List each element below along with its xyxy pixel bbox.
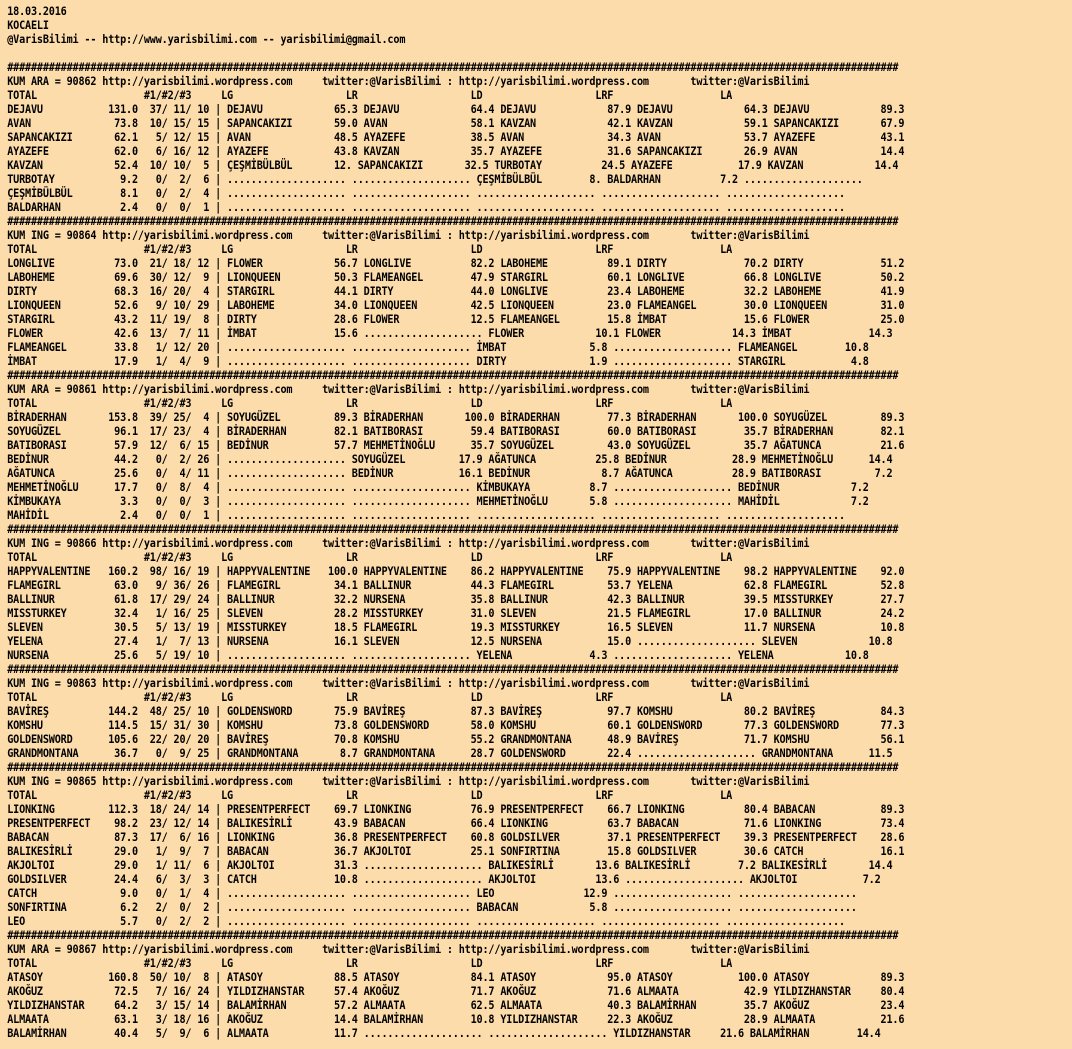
- report-line: ######################################################################################################################################################: [7, 523, 899, 536]
- report-line: [7, 47, 965, 61]
- report-line: TOTAL #1/#2/#3 LG LR LD LRF LA: [7, 397, 733, 410]
- report-line: BALLINUR 61.8 17/ 29/ 24 | BALLINUR 32.2 NURSENA 35.8 BALLINUR 42.3 BALLINUR 39.5 MISSTURKEY 27.7: [7, 593, 905, 606]
- report-line: KUM ARA = 90867 http://yarisbilimi.wordpress.com twitter:@VarisBilimi : http://yarisbilimi.wordpress.com twitter:@VarisBilimi: [7, 943, 810, 956]
- report-line: BİRADERHAN 153.8 39/ 25/ 4 | SOYUGÜZEL 89.3 BİRADERHAN 100.0 BİRADERHAN 77.3 BİRADERHAN 100.0 SOYUGÜZEL 89.3: [7, 411, 905, 424]
- report-line: KOCAELI: [7, 19, 49, 32]
- report-line: FLAMEANGEL 33.8 1/ 12/ 20 | .................... .................... İMBAT 5.8 .................... FLAMEANGEL 10.8: [7, 341, 869, 354]
- report-line: AKOĞUZ 72.5 7/ 16/ 24 | YILDIZHANSTAR 57.4 AKOĞUZ 71.7 AKOĞUZ 71.6 ALMAATA 42.9 YILDIZHANSTAR 80.4: [7, 985, 905, 998]
- report-line: ######################################################################################################################################################: [7, 61, 899, 74]
- report-line: KUM ARA = 90862 http://yarisbilimi.wordpress.com twitter:@VarisBilimi : http://yarisbilimi.wordpress.com twitter:@VarisBilimi: [7, 75, 810, 88]
- report-line: KUM ING = 90864 http://yarisbilimi.wordpress.com twitter:@VarisBilimi : http://yarisbilimi.wordpress.com twitter:@VarisBilimi: [7, 229, 810, 242]
- report-line: BALIKESİRLİ 29.0 1/ 9/ 7 | BABACAN 36.7 AKJOLTOI 25.1 SONFIRTINA 15.8 GOLDSILVER 30.6 CATCH 16.1: [7, 845, 905, 858]
- report-line: AKJOLTOI 29.0 1/ 11/ 6 | AKJOLTOI 31.3 .................... BALIKESİRLİ 13.6 BALIKESİRLİ 7.2 BALIKESİRLİ 14.4: [7, 859, 893, 872]
- report-line: AYAZEFE 62.0 6/ 16/ 12 | AYAZEFE 43.8 KAVZAN 35.7 AYAZEFE 31.6 SAPANCAKIZI 26.9 AVAN 14.4: [7, 145, 905, 158]
- report-line: KİMBUKAYA 3.3 0/ 0/ 3 | .................... .................... MEHMETİNOĞLU 5.8 .................... MAHİDİL 7.2: [7, 495, 869, 508]
- report-line: KUM ING = 90866 http://yarisbilimi.wordpress.com twitter:@VarisBilimi : http://yarisbilimi.wordpress.com twitter:@VarisBilimi: [7, 537, 810, 550]
- report-line: TOTAL #1/#2/#3 LG LR LD LRF LA: [7, 691, 733, 704]
- report-line: BALDARHAN 2.4 0/ 0/ 1 | .................... .................... .................... .................... ....................: [7, 201, 845, 214]
- report-line: FLOWER 42.6 13/ 7/ 11 | İMBAT 15.6 .................... FLOWER 10.1 FLOWER 14.3 İMBAT 14.3: [7, 327, 893, 340]
- report-line: KUM ARA = 90861 http://yarisbilimi.wordpress.com twitter:@VarisBilimi : http://yarisbilimi.wordpress.com twitter:@VarisBilimi: [7, 383, 810, 396]
- report-line: YELENA 27.4 1/ 7/ 13 | NURSENA 16.1 SLEVEN 12.5 NURSENA 15.0 .................... SLEVEN 10.8: [7, 635, 893, 648]
- report-line: GRANDMONTANA 36.7 0/ 9/ 25 | GRANDMONTANA 8.7 GRANDMONTANA 28.7 GOLDENSWORD 22.4 .................... GRANDMONTANA 11.5: [7, 747, 893, 760]
- report-line: YILDIZHANSTAR 64.2 3/ 15/ 14 | BALAMİRHAN 57.2 ALMAATA 62.5 ALMAATA 40.3 BALAMİRHAN 35.7 AKOĞUZ 23.4: [7, 999, 905, 1012]
- report-line: SLEVEN 30.5 5/ 13/ 19 | MISSTURKEY 18.5 FLAMEGIRL 19.3 MISSTURKEY 16.5 SLEVEN 11.7 NURSENA 10.8: [7, 621, 905, 634]
- report-line: ATASOY 160.8 50/ 10/ 8 | ATASOY 88.5 ATASOY 84.1 ATASOY 95.0 ATASOY 100.0 ATASOY 89.3: [7, 971, 905, 984]
- report-line: TOTAL #1/#2/#3 LG LR LD LRF LA: [7, 89, 733, 102]
- report-line: LIONQUEEN 52.6 9/ 10/ 29 | LABOHEME 34.0 LIONQUEEN 42.5 LIONQUEEN 23.0 FLAMEANGEL 30.0 LIONQUEEN 31.0: [7, 299, 905, 312]
- report-line: BATIBORASI 57.9 12/ 6/ 15 | BEDİNUR 57.7 MEHMETİNOĞLU 35.7 SOYUGÜZEL 43.0 SOYUGÜZEL 35.7 AĞATUNCA 21.6: [7, 439, 905, 452]
- report-line: KUM ING = 90865 http://yarisbilimi.wordpress.com twitter:@VarisBilimi : http://yarisbilimi.wordpress.com twitter:@VarisBilimi: [7, 775, 810, 788]
- report-line: 18.03.2016: [7, 5, 67, 18]
- report-line: SONFIRTINA 6.2 2/ 0/ 2 | .................... .................... BABACAN 5.8 .................... ....................: [7, 901, 857, 914]
- report-line: BAVİREŞ 144.2 48/ 25/ 10 | GOLDENSWORD 75.9 BAVİREŞ 87.3 BAVİREŞ 97.7 KOMSHU 80.2 BAVİREŞ 84.3: [7, 705, 905, 718]
- report-line: KOMSHU 114.5 15/ 31/ 30 | KOMSHU 73.8 GOLDENSWORD 58.0 KOMSHU 60.1 GOLDENSWORD 77.3 GOLDENSWORD 77.3: [7, 719, 905, 732]
- report-line: KUM ING = 90863 http://yarisbilimi.wordpress.com twitter:@VarisBilimi : http://yarisbilimi.wordpress.com twitter:@VarisBilimi: [7, 677, 810, 690]
- report-line: FLAMEGIRL 63.0 9/ 36/ 26 | FLAMEGIRL 34.1 BALLINUR 44.3 FLAMEGIRL 53.7 YELENA 62.8 FLAMEGIRL 52.8: [7, 579, 905, 592]
- report-line: TOTAL #1/#2/#3 LG LR LD LRF LA: [7, 957, 733, 970]
- report-line: BABACAN 87.3 17/ 6/ 16 | LIONKING 36.8 PRESENTPERFECT 60.8 GOLDSILVER 37.1 PRESENTPERFECT 39.3 PRESENTPERFECT 28.6: [7, 831, 905, 844]
- report-line: BEDİNUR 44.2 0/ 2/ 26 | .................... SOYUGÜZEL 17.9 AĞATUNCA 25.8 BEDİNUR 28.9 MEHMETİNOĞLU 14.4: [7, 453, 893, 466]
- report-line: MEHMETİNOĞLU 17.7 0/ 8/ 4 | .................... .................... KİMBUKAYA 8.7 .................... BEDİNUR 7.2: [7, 481, 869, 494]
- report-line: İMBAT 17.9 1/ 4/ 9 | .................... .................... DIRTY 1.9 .................... STARGIRL 4.8: [7, 355, 869, 368]
- report-line: TOTAL #1/#2/#3 LG LR LD LRF LA: [7, 551, 733, 564]
- report-line: ######################################################################################################################################################: [7, 369, 899, 382]
- report-line: LIONKING 112.3 18/ 24/ 14 | PRESENTPERFECT 69.7 LIONKING 76.9 PRESENTPERFECT 66.7 LIONKING 80.4 BABACAN 89.3: [7, 803, 905, 816]
- report-line: SOYUGÜZEL 96.1 17/ 23/ 4 | BİRADERHAN 82.1 BATIBORASI 59.4 BATIBORASI 60.0 BATIBORASI 35.7 BİRADERHAN 82.1: [7, 425, 905, 438]
- report-line: MISSTURKEY 32.4 1/ 16/ 25 | SLEVEN 28.2 MISSTURKEY 31.0 SLEVEN 21.5 FLAMEGIRL 17.0 BALLINUR 24.2: [7, 607, 905, 620]
- report-line: ######################################################################################################################################################: [7, 215, 899, 228]
- report-line: BALAMİRHAN 40.4 5/ 9/ 6 | ALMAATA 11.7 .................... .................... YILDIZHANSTAR 21.6 BALAMİRHAN 14.4: [7, 1027, 881, 1040]
- report-line: PRESENTPERFECT 98.2 23/ 12/ 14 | BALIKESİRLİ 43.9 BABACAN 66.4 LIONKING 63.7 BABACAN 71.6 LIONKING 73.4: [7, 817, 905, 830]
- report-line: DEJAVU 131.0 37/ 11/ 10 | DEJAVU 65.3 DEJAVU 64.4 DEJAVU 87.9 DEJAVU 64.3 DEJAVU 89.3: [7, 103, 905, 116]
- report-line: MAHİDİL 2.4 0/ 0/ 1 | .................... .................... .................... .................... ....................: [7, 509, 845, 522]
- report-line: AVAN 73.8 10/ 15/ 15 | SAPANCAKIZI 59.0 AVAN 58.1 KAVZAN 42.1 KAVZAN 59.1 SAPANCAKIZI 67.9: [7, 117, 905, 130]
- report-line: NURSENA 25.6 5/ 19/ 10 | .................... .................... YELENA 4.3 .................... YELENA 10.8: [7, 649, 869, 662]
- report-line: TOTAL #1/#2/#3 LG LR LD LRF LA: [7, 789, 733, 802]
- report-line: GOLDENSWORD 105.6 22/ 20/ 20 | BAVİREŞ 70.8 KOMSHU 55.2 GRANDMONTANA 48.9 BAVİREŞ 71.7 KOMSHU 56.1: [7, 733, 905, 746]
- report-line: @VarisBilimi -- http://www.yarisbilimi.com -- yarisbilimi@gmail.com: [7, 33, 406, 46]
- report-line: DIRTY 68.3 16/ 20/ 4 | STARGIRL 44.1 DIRTY 44.0 LONGLIVE 23.4 LABOHEME 32.2 LABOHEME 41.9: [7, 285, 905, 298]
- report-line: LABOHEME 69.6 30/ 12/ 9 | LIONQUEEN 50.3 FLAMEANGEL 47.9 STARGIRL 60.1 LONGLIVE 66.8 LONGLIVE 50.2: [7, 271, 905, 284]
- report-line: ÇEŞMİBÜLBÜL 8.1 0/ 2/ 4 | .................... .................... .................... .................... ....................: [7, 187, 845, 200]
- report-line: KAVZAN 52.4 10/ 10/ 5 | ÇEŞMİBÜLBÜL 12. SAPANCAKIZI 32.5 TURBOTAY 24.5 AYAZEFE 17.9 KAVZAN 14.4: [7, 159, 899, 172]
- report-line: ALMAATA 63.1 3/ 18/ 16 | AKOĞUZ 14.4 BALAMİRHAN 10.8 YILDIZHANSTAR 22.3 AKOĞUZ 28.9 ALMAATA 21.6: [7, 1013, 905, 1026]
- report-line: GOLDSILVER 24.4 6/ 3/ 3 | CATCH 10.8 .................... AKJOLTOI 13.6 .................... AKJOLTOI 7.2: [7, 873, 881, 886]
- report-line: LEO 5.7 0/ 2/ 2 | .................... .................... .................... .................... ....................: [7, 915, 845, 928]
- report-line: ######################################################################################################################################################: [7, 761, 899, 774]
- report-line: TURBOTAY 9.2 0/ 2/ 6 | .................... .................... ÇEŞMİBÜLBÜL 8. BALDARHAN 7.2 ....................: [7, 173, 863, 186]
- report-line: TOTAL #1/#2/#3 LG LR LD LRF LA: [7, 243, 733, 256]
- report-line: CATCH 9.0 0/ 1/ 4 | .................... .................... LEO 12.9 .................... ....................: [7, 887, 857, 900]
- report-line: LONGLIVE 73.0 21/ 18/ 12 | FLOWER 56.7 LONGLIVE 82.2 LABOHEME 89.1 DIRTY 70.2 DIRTY 51.2: [7, 257, 905, 270]
- report-line: HAPPYVALENTINE 160.2 98/ 16/ 19 | HAPPYVALENTINE 100.0 HAPPYVALENTINE 86.2 HAPPYVALENTINE 75.9 HAPPYVALENTINE 98.2 HAPPYVALENTINE 92.0: [7, 565, 905, 578]
- report-line: STARGIRL 43.2 11/ 19/ 8 | DIRTY 28.6 FLOWER 12.5 FLAMEANGEL 15.8 İMBAT 15.6 FLOWER 25.0: [7, 313, 905, 326]
- report-line: ######################################################################################################################################################: [7, 663, 899, 676]
- report-line: AĞATUNCA 25.6 0/ 4/ 11 | .................... BEDİNUR 16.1 BEDİNUR 8.7 AĞATUNCA 28.9 BATIBORASI 7.2: [7, 467, 893, 480]
- report-line: ######################################################################################################################################################: [7, 929, 899, 942]
- report-line: SAPANCAKIZI 62.1 5/ 12/ 15 | AVAN 48.5 AYAZEFE 38.5 AVAN 34.3 AVAN 53.7 AYAZEFE 43.1: [7, 131, 905, 144]
